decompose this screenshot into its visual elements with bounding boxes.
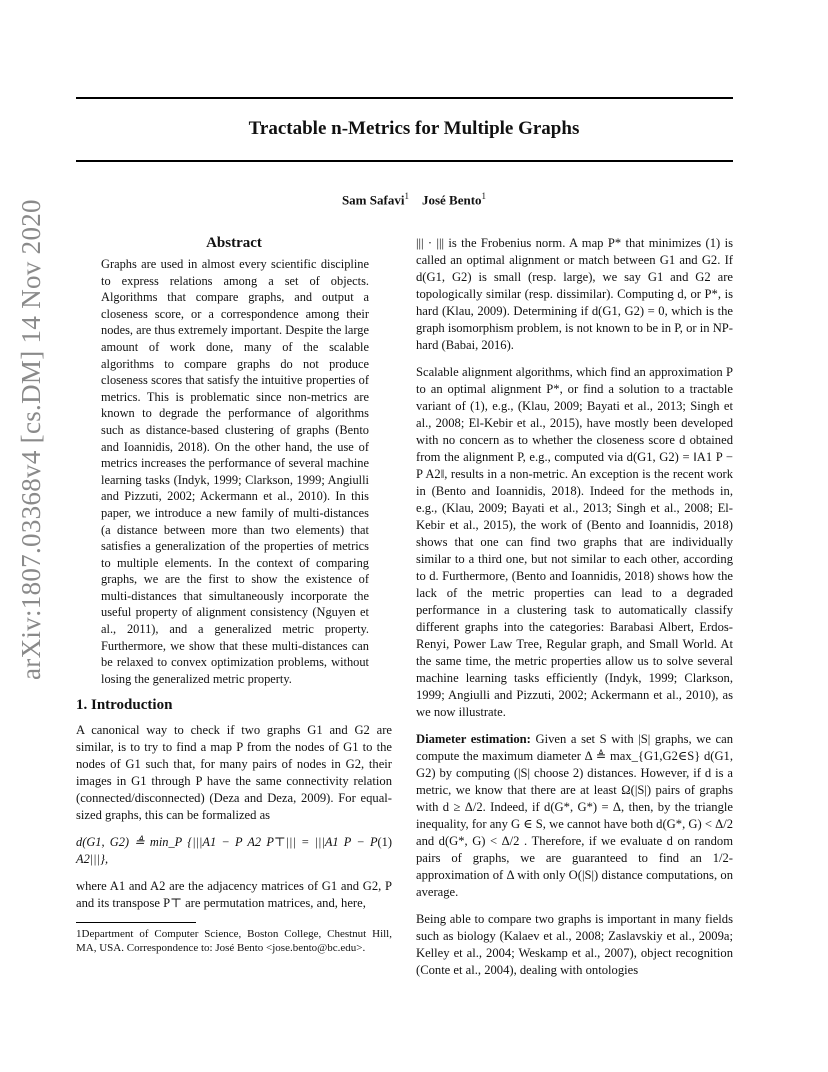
body-paragraph: Being able to compare two graphs is important in many fields such as biology (Kalaev et al., 2008; Zaslavskiy et al., 2009a; Kelley et al., 2004; Weskamp et al., 2007), object recognition (Conte et al., 2004), dealing with ontologies: [416, 912, 733, 977]
author-affiliation: 1: [481, 191, 487, 201]
body-paragraph: [416, 731, 733, 901]
right-column: [416, 235, 733, 989]
footnote: 1Department of Computer Science, Boston College, Chestnut Hill, MA, USA. Correspondence to: José Bento <jose.bento@bc.edu>.: [76, 928, 392, 955]
author-name: José Bento: [421, 192, 482, 208]
paper-title: Tractable n-Metrics for Multiple Graphs: [248, 118, 580, 139]
author-affiliation: 1: [404, 191, 409, 201]
author-name: Sam Safavi: [341, 192, 405, 208]
intro-paragraph: where A1 and A2 are the adjacency matrices of G1 and G2, P and its transpose P⊤ are permutation matrices, and, here,: [76, 879, 392, 911]
paragraph-text: Given a set S with |S| graphs, we can compute the maximum diameter Δ ≜ max_{G1,G2∈S} d(G1, G2) by computing (|S| choose 2) distances. However, if d is a metric, we know that there are at least Ω(|S|) pairs of graphs with d ≥ Δ/2. Indeed, if d(G*, G*) = Δ, then, by the triangle inequality, for any G ∈ S, we cannot have both d(G*, G) < Δ/2 and d(G*, G) < Δ/2 . Therefore, if we evaluate d on random pairs of graphs, we are guaranteed to find an 1/2-approximation of Δ with only O(|S|) distance computations, on average.: [416, 732, 733, 899]
arxiv-stamp: arXiv:1807.03368v4 [cs.DM] 14 Nov 2020: [16, 199, 46, 680]
author-list: [0, 191, 828, 208]
title-rule: [76, 160, 733, 162]
paragraph-runin-heading: Diameter estimation:: [416, 732, 531, 746]
body-paragraph: ||| · ||| is the Frobenius norm. A map P* that minimizes (1) is called an optimal alignment or match between G1 and G2. If d(G1, G2) is small (resp. large), we say G1 and G2 are topologically similar (resp. dissimilar). Computing d, or P*, is hard (Klau, 2009). Determining if d(G1, G2) = 0, which is the graph isomorphism problem, is not known to be in P, or in NP-hard (Babai, 2016).: [416, 236, 733, 352]
abstract-heading: Abstract: [206, 235, 262, 251]
intro-paragraph: A canonical way to check if two graphs G1 and G2 are similar, is to try to find a map P from the nodes of G1 to the nodes of G1 such that, for many pairs of nodes in G2, their images in G1 through P have the same connectivity relation (connected/disconnected) (Deza and Deza, 2009). For equal-sized graphs, this can be formalized as: [76, 723, 392, 823]
equation-body: d(G1, G2) ≜ min_P {|||A1 − P A2 P⊤||| = |||A1 P − P A2|||},: [76, 835, 378, 867]
left-column: [76, 235, 392, 965]
body-paragraph: Scalable alignment algorithms, which find an approximation P to an optimal alignment P*, or find a solution to a tractable variant of (1), e.g., (Klau, 2009; Bayati et al., 2013; Singh et al., 2008; El-Kebir et al., 2015), have mostly been developed with no concern as to whether the closeness score d obtained from the alignment P, e.g., computed via d(G1, G2) = ‖A1 P − P A2‖, results in a non-metric. An exception is the recent work in (Bento and Ioannidis, 2018). Indeed for the methods in, e.g., (Klau, 2009; Bayati et al., 2013; Singh et al., 2008; El-Kebir et al., 2015), the work of (Bento and Ioannidis, 2018) shows that one can find two graphs that are individually similar to a third one, but not similar to each other, according to d. Furthermore, (Bento and Ioannidis, 2018) shows how the lack of the metric properties can lead to a degraded performance in a clustering task to automatically classify different graphs into the categories: Barabasi Albert, Erdos-Renyi, Power Law Tree, Regular graph, and Small World. At the same time, the metric properties allow us to solve several machine learning tasks efficiently (Indyk, 1999; Clarkson, 1999; Angiulli and Pizzuti, 2002; Ackermann et al., 2010), as we now illustrate.: [416, 365, 733, 719]
footnote-rule: [76, 922, 196, 923]
equation-number: (1): [377, 835, 392, 850]
equation-1: [76, 834, 392, 868]
top-rule: [76, 97, 733, 99]
section-heading-introduction: 1. Introduction: [76, 697, 173, 714]
abstract-body: Graphs are used in almost every scientific discipline to express relations among a set of objects. Algorithms that compare graphs, and output a closeness score, or a correspondence among their nodes, are thus extremely important. Despite the large amount of work done, many of the scalable algorithms to compare graphs do not produce closeness scores that satisfy the intuitive properties of metrics. This is problematic since non-metrics are known to degrade the performance of algorithms such as distance-based clustering of graphs (Bento and Ioannidis, 2018). On the other hand, the use of metrics increases the performance of several machine learning tasks (Indyk, 1999; Clarkson, 1999; Angiulli and Pizzuti, 2002; Ackermann et al., 2010). In this paper, we introduce a new family of multi-distances (a distance between more than two elements) that satisfies a generalization of the properties of metrics to multiple elements. In the context of comparing graphs, we are the first to show the existence of multi-distances that simultaneously incorporate the useful property of alignment consistency (Nguyen et al., 2011), and a generalized metric property. Furthermore, we show that these multi-distances can be relaxed to convex optimization problems, without losing the generalized metric property.: [101, 257, 369, 686]
